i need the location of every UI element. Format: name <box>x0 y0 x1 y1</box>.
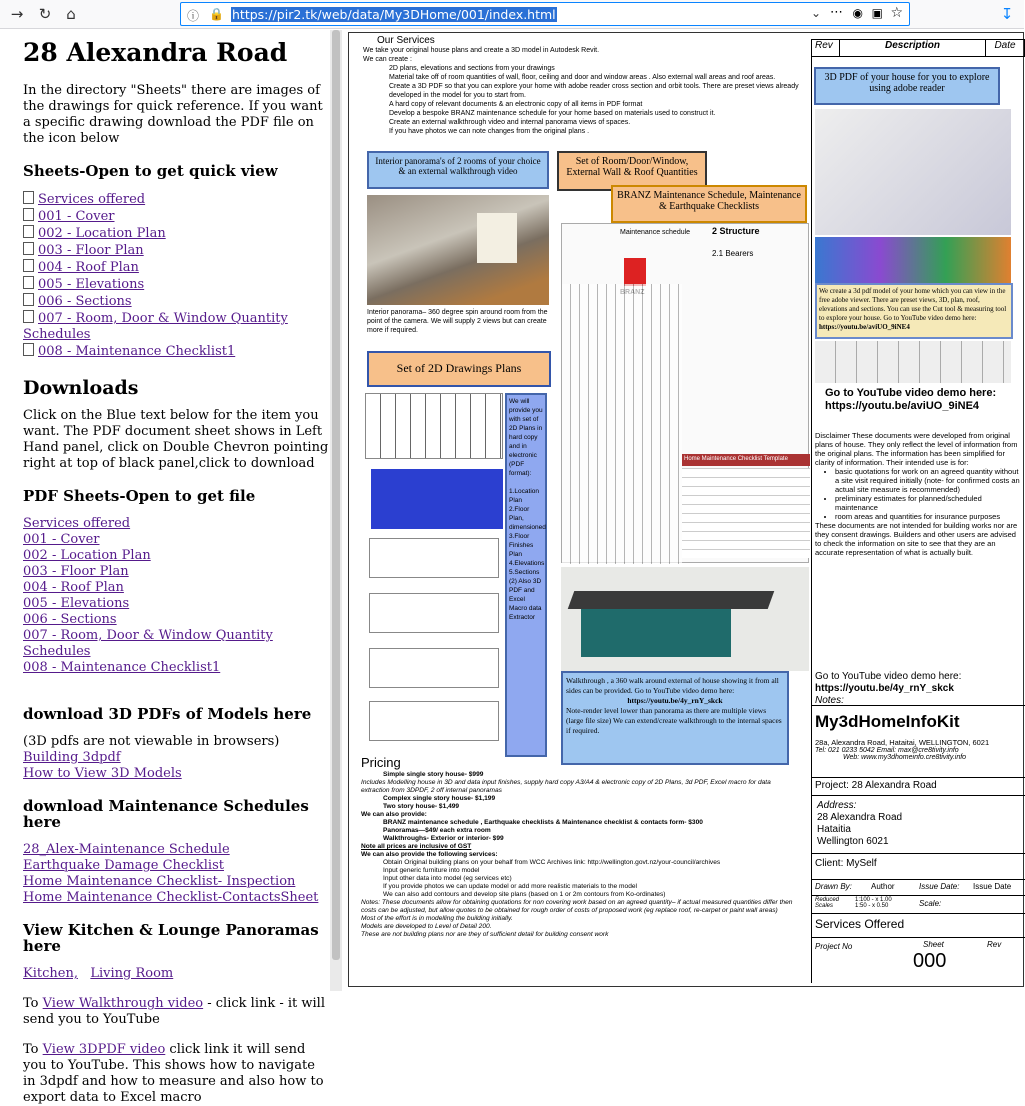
disclaimer-text: Disclaimer These documents were developed from original plans of house. They only reflect the level of information from the original plans. The information has been simplified for clarity of information. Their intended use is for: <box>815 431 1018 467</box>
lock-icon[interactable]: 🔒 <box>209 7 224 21</box>
maint-list <box>23 842 330 906</box>
walk-note: Note-render level lower than panorama as there are multiple views (large file size) We can extend/create walkthrough to the internal spaces if required. <box>566 706 782 735</box>
elevation-image-1 <box>369 538 499 578</box>
company-block <box>811 705 1025 777</box>
maint-link[interactable]: Home Maintenance Checklist-ContactsSheet <box>23 890 319 905</box>
issue-date: Issue Date <box>973 882 1012 891</box>
models-heading: download 3D PDFs of Models here <box>23 705 312 723</box>
floor-plan-image <box>365 393 503 459</box>
pdfvid-pre: To <box>23 1042 39 1057</box>
company-address: 28a, Alexandra Road, Hataitai, WELLINGTON, 6021 <box>815 738 990 747</box>
disclaimer-item: • basic quotations for work on an agreed quantity without a site visit required initially (note- for confirmed costs an actual site measure is recommended) <box>835 467 1021 494</box>
pricing-line: Walkthroughs- Exterior or interior- $99 <box>383 835 504 842</box>
sheet-link[interactable]: 008 - Maintenance Checklist1 <box>23 343 330 360</box>
pdf-link[interactable]: 001 - Cover <box>23 532 100 547</box>
service-item: If you have photos we can note changes from the original plans . <box>389 128 590 135</box>
intro-text: In the directory "Sheets" there are images of the drawings for quick reference. If you want a specific drawing download the PDF file on the icon below <box>23 83 323 146</box>
pricing-line: Panoramas—$49/ each extra room <box>383 827 491 834</box>
yt1-block <box>825 387 996 413</box>
maint-link[interactable]: Earthquake Damage Checklist <box>23 858 224 873</box>
pricing-line: Note all prices are inclusive of GST <box>361 843 472 850</box>
sheet-number-block <box>811 937 1025 983</box>
pricing-line: These are not building plans nor are they of sufficient detail for building consent work <box>361 931 609 938</box>
walk-box <box>561 671 789 765</box>
sheet-link[interactable]: 006 - Sections <box>23 293 330 310</box>
page-actions-icon[interactable]: ⋯ <box>830 5 843 20</box>
revision-table-header <box>811 39 1025 57</box>
service-item: Create an external walkthrough video and internal panorama views of spaces. <box>389 119 631 126</box>
pricing-line: Simple single story house- $999 <box>383 771 484 778</box>
pricing-title: Pricing <box>361 755 401 770</box>
yt2-url[interactable]: https://youtu.be/4y_rnY_skck <box>815 683 954 694</box>
page-title: 28 Alexandra Road <box>23 38 288 67</box>
walkthrough-image <box>561 567 809 671</box>
reduced-label: Reduced Scales <box>815 897 840 909</box>
date-col: Date <box>994 40 1016 51</box>
walk-url: https://youtu.be/4y_rnY_skck <box>627 696 723 705</box>
kitchen-link[interactable]: Kitchen, <box>23 966 78 981</box>
issue-date-label: Issue Date: <box>919 882 960 891</box>
living-room-link[interactable]: Living Room <box>90 966 174 981</box>
pricing-line: Notes: These documents allow for obtaining quotations for non covering work based on an agreed quantity– if actual measured quantities differ then costs can be adjusted, but allow quotes to be obtained for rough order of costs of proposed work (eg replace roof, re-carpet or paint wall areas) <box>361 899 793 914</box>
models-text <box>23 734 330 782</box>
drawn-row <box>811 879 1025 895</box>
drawings-box: Set of 2D Drawings Plans <box>367 351 551 387</box>
section-image-2 <box>369 701 499 741</box>
quantities-box: Set of Room/Door/Window, External Wall & Roof Quantities <box>557 151 707 191</box>
sheet-label: Sheet <box>923 940 944 949</box>
pdf-link[interactable]: 006 - Sections <box>23 612 117 627</box>
how-to-view-link[interactable]: How to View 3D Models <box>23 766 182 781</box>
scale-label: Scale: <box>919 899 942 908</box>
download-icon[interactable]: ↧ <box>1000 5 1014 23</box>
pano-heading: View Kitchen & Lounge Panoramas here <box>23 921 319 955</box>
sheet-link[interactable]: 004 - Roof Plan <box>23 259 330 276</box>
schedule-grid <box>562 284 682 564</box>
pdf3d-caption: We create a 3d pdf model of your home which you can view in the free adobe viewer. There are preset views, 3D, plan, roof, elevations and sections. You can use the Cut tool & measuring tool to explore your house. Go to YouTube video demo here: <box>819 287 1007 322</box>
address-line: 28 Alexandra Road <box>817 812 903 823</box>
service-item: Material take off of room quantities of wall, floor, ceiling and door and window areas . Also external wall areas and roof areas. <box>389 74 776 81</box>
drawing-list: 1.Location Plan 2.Floor Plan, dimensioned 3.Floor Finishes Plan 4.Elevations 5.Sections (2) Also 3D PDF and Excel Macro data Extractor <box>509 488 546 621</box>
pdfvid-link[interactable]: View 3DPDF video <box>42 1042 166 1057</box>
project-line: Project: 28 Alexandra Road <box>811 777 1025 795</box>
pdf3d-box: 3D PDF of your house for you to explore using adobe reader <box>814 67 1000 105</box>
sheets-list <box>23 191 330 360</box>
disclaimer-item: • preliminary estimates for planned/scheduled maintenance <box>835 494 1021 512</box>
sheet-link[interactable]: Services offered <box>23 191 330 208</box>
provide-text: We will provide you with set of 2D Plans in hard copy and in electronic (PDF format): <box>509 398 543 477</box>
pdfvid-text <box>23 1042 330 1106</box>
elevation-image-2 <box>369 593 499 633</box>
pdf-link[interactable]: 003 - Floor Plan <box>23 564 129 579</box>
maint-link[interactable]: Home Maintenance Checklist- Inspection <box>23 874 296 889</box>
service-item: Create a 3D PDF so that you can explore your home with adobe reader cross section and orbit tools. There are preset views already developed in the model for you to start from. <box>389 83 799 99</box>
panorama-image <box>367 195 549 305</box>
downloads-text: Click on the Blue text below for the item you want. The PDF document sheet shows in Left Hand panel, click on Double Chevron pointing right at top of black panel,click to download <box>23 408 329 471</box>
models-note: (3D pdfs are not viewable in browsers) <box>23 734 280 749</box>
pdfvid-post: click link it will send you to YouTube. This shows how to navigate in 3dpdf and how to measure and also how to export data to Excel macro <box>23 1042 324 1105</box>
pricing-line: Two story house- $1,499 <box>383 803 460 810</box>
hm-checklist-lines <box>682 468 810 558</box>
service-item: 2D plans, elevations and sections from your drawings <box>389 65 555 72</box>
pdf-link[interactable]: 008 - Maintenance Checklist1 <box>23 660 221 675</box>
bookmark-star-icon[interactable]: ☆ <box>890 5 903 21</box>
pdf3d-caption-box <box>815 283 1013 339</box>
pdf-link[interactable]: Services offered <box>23 516 131 531</box>
address-label: Address: <box>817 800 857 811</box>
service-item: Develop a bespoke BRANZ maintenance schedule for your home based on materials used to construct it. <box>389 110 716 117</box>
branz-box: BRANZ Maintenance Schedule, Maintenance & Earthquake Checklists <box>611 185 807 223</box>
left-panel <box>0 30 330 1105</box>
reload-icon[interactable]: ↻ <box>38 5 52 23</box>
walk-pre: To <box>23 996 39 1011</box>
rev-col: Rev <box>812 40 840 56</box>
sheet-preview <box>348 32 1024 987</box>
reader-icon[interactable]: ▣ <box>871 6 883 20</box>
floor-finish-image <box>371 469 503 529</box>
pricing-line: Models are developed to Level of Detail 200. <box>361 923 492 930</box>
services-we-can: We can create : <box>363 56 412 63</box>
disclaimer-block <box>815 431 1021 557</box>
pdf-heading: PDF Sheets-Open to get file <box>23 487 256 505</box>
pdf-link[interactable]: 002 - Location Plan <box>23 548 151 563</box>
walk-caption: Walkthrough , a 360 walk around external of house showing it from all sides can be provided. Go to YouTube video demo here: <box>566 676 779 695</box>
scales: 1:100 - x 1.00 1:50 - x 0.50 <box>855 897 892 909</box>
company-name: My3dHomeInfoKit <box>815 712 960 731</box>
notes-label: Notes: <box>815 695 844 706</box>
building-3dpdf-link[interactable]: Building 3dpdf <box>23 750 121 765</box>
disclaimer-item: • room areas and quantities for insurance purposes <box>835 512 1021 521</box>
pricing-line: Most of the effort is in modelling the building initially. <box>361 915 513 922</box>
scale-row <box>811 895 1025 913</box>
sheet-number: 000 <box>913 950 947 972</box>
desc-col: Description <box>840 40 986 56</box>
hm-checklist-title: Home Maintenance Checklist Template <box>682 454 810 466</box>
services-title: Our Services <box>377 35 435 46</box>
services-block <box>363 46 807 136</box>
scrollbar-thumb[interactable] <box>332 30 340 960</box>
pocket-icon[interactable]: ◉ <box>852 6 863 20</box>
company-tel: Tel: 021 0233 5042 Email: max@cre8tivity.info <box>815 747 959 754</box>
section-image-1 <box>369 648 499 688</box>
pricing-line: We can also provide the following services: <box>361 851 498 858</box>
provide-box <box>505 393 547 757</box>
walk-post: - click link - it will send you to YouTube <box>23 996 325 1027</box>
branz-heading: 2 Structure <box>712 226 760 236</box>
address-line: Wellington 6021 <box>817 836 889 847</box>
maint-schedule-label: Maintenance schedule <box>620 229 691 236</box>
pricing-line: Input generic furniture into model <box>383 867 480 874</box>
yt2-label: Go to YouTube video demo here: <box>815 671 962 682</box>
elevation-strip-image <box>815 341 1011 383</box>
pdf3d-model-image <box>815 109 1011 235</box>
client-line: Client: MySelf <box>811 853 1025 873</box>
pano-links <box>23 966 330 982</box>
url-bar[interactable] <box>180 2 910 26</box>
url-text[interactable]: https://pir2.tk/web/data/My3DHome/001/index.html <box>232 6 556 22</box>
pricing-line: Complex single story house- $1,199 <box>383 795 496 802</box>
branz-logo-mark <box>624 258 646 286</box>
interior-box: Interior panorama's of 2 rooms of your choice & an external walkthrough video <box>367 151 549 189</box>
pdf-link[interactable]: 005 - Elevations <box>23 596 130 611</box>
info-icon[interactable]: ⓘ <box>187 9 200 23</box>
pricing-line: We can also add contours and develop site plans (based on 1 or 2m contours from Ko-ordinates) <box>383 891 666 898</box>
pdf3d-toolbar-image <box>815 237 1011 283</box>
chevron-down-icon[interactable]: ⌄ <box>810 6 821 20</box>
address-line: Hataitia <box>817 824 851 835</box>
home-icon[interactable]: ⌂ <box>66 5 76 23</box>
maint-link[interactable]: 28_Alex-Maintenance Schedule <box>23 842 230 857</box>
disclaimer-end: These documents are not intended for building works nor are they consent drawings. Builders and other users are advised to check the information on site to see that they are an accurate representation of what is actually built. <box>815 521 1018 557</box>
maint-heading: download Maintenance Schedules here <box>23 797 309 831</box>
address-block <box>811 795 1025 853</box>
pricing-line: BRANZ maintenance schedule , Earthquake checklists & Maintenance checklist & contacts form- $300 <box>383 819 703 826</box>
rev-label: Rev <box>987 940 1002 949</box>
walk-text <box>23 996 330 1028</box>
house-roof <box>568 591 775 609</box>
pricing-line: If you provide photos we can update model or add more realistic materials to the model <box>383 883 637 890</box>
pricing-line: Input other data into model (eg services etc) <box>383 875 512 882</box>
sheet-link[interactable]: 007 - Room, Door & Window Quantity Schedules <box>23 310 330 343</box>
pdf-list <box>23 516 330 676</box>
sheets-heading: Sheets-Open to get quick view <box>23 162 278 180</box>
sheet-link[interactable]: 003 - Floor Plan <box>23 242 330 259</box>
branz-sub: 2.1 Bearers <box>712 249 754 258</box>
downloads-heading: Downloads <box>23 377 139 399</box>
pricing-line: Includes Modelling house in 3D and data input finishes, supply hard copy A3/A4 & electronic copy of 2D Plans, 3d PDF, Excel macro for data extraction from 3DPDF, 2 off internal panoramas <box>361 779 771 794</box>
window-shape <box>477 213 517 263</box>
sheet-link[interactable]: 005 - Elevations <box>23 276 330 293</box>
drawn-by-label: Drawn By: <box>815 882 852 891</box>
yt1-label: Go to YouTube video demo here: <box>825 387 997 399</box>
browser-toolbar <box>0 0 1024 29</box>
company-web: Web: www.my3dhomeinfo.cre8tivity.info <box>843 754 967 761</box>
back-icon[interactable]: → <box>10 5 24 23</box>
author: Author <box>871 882 895 891</box>
walkthrough-link[interactable]: View Walkthrough video <box>42 996 204 1011</box>
pano-caption: Interior panorama– 360 degree spin around room from the point of the camera. We will supply 2 views but can create more if required. <box>367 309 548 334</box>
sheet-link[interactable]: 001 - Cover <box>23 208 330 225</box>
yt1-url[interactable]: https://youtu.be/aviUO_9iNE4 <box>825 400 980 412</box>
pricing-line: We can also provide: <box>361 811 427 818</box>
service-item: A hard copy of relevant documents & an electronic copy of all items in PDF format <box>389 101 643 108</box>
sheet-link[interactable]: 002 - Location Plan <box>23 225 330 242</box>
branz-schedule-image <box>561 223 809 563</box>
services-intro: We take your original house plans and create a 3D model in Autodesk Revit. <box>363 47 600 54</box>
pricing-block <box>361 771 801 939</box>
pdf-link[interactable]: 004 - Roof Plan <box>23 580 124 595</box>
sheet-title: Services Offered <box>811 913 1025 937</box>
yt2-block <box>815 671 961 707</box>
house-wall <box>581 607 731 657</box>
pdf-link[interactable]: 007 - Room, Door & Window Quantity Schedules <box>23 628 273 659</box>
project-no-label: Project No <box>815 942 853 951</box>
pdf3d-url: https://youtu.be/aviUO_9iNE4 <box>819 323 910 331</box>
pricing-line: Obtain Original building plans on your behalf from WCC Archives link: http://wellington.govt.nz/your-council/archives <box>383 859 721 866</box>
